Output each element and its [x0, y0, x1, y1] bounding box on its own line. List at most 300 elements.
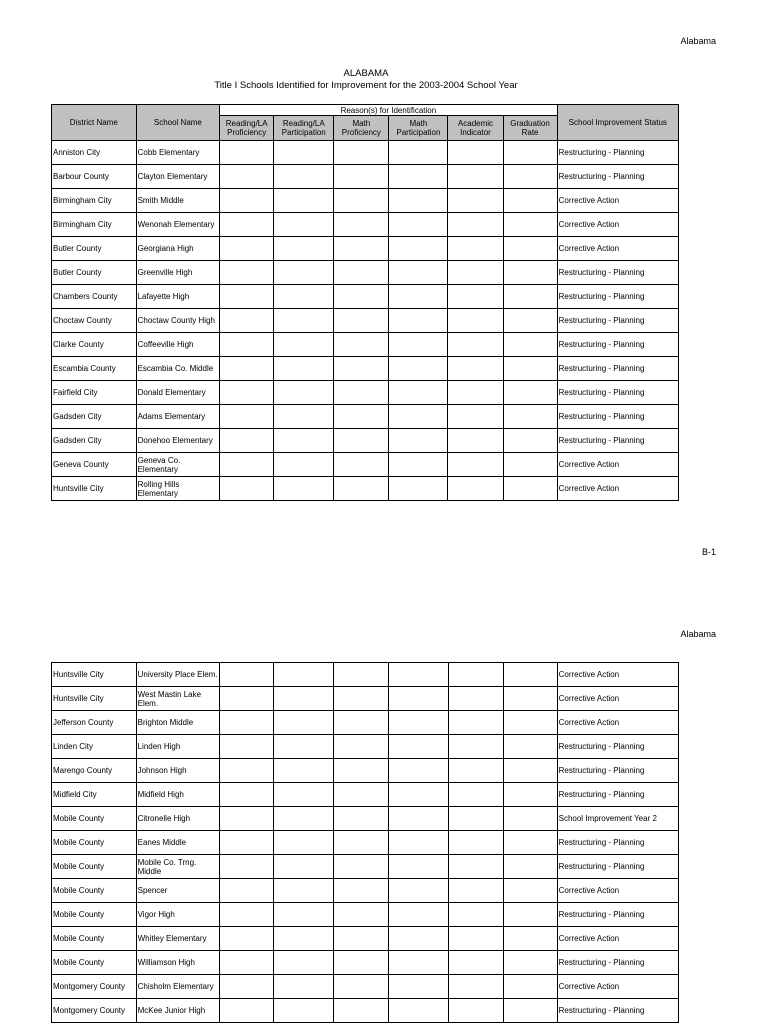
reading-participation-cell [274, 807, 334, 831]
improvement-status-cell: Corrective Action [557, 927, 678, 951]
math-proficiency-cell [334, 783, 389, 807]
school-name-cell: Johnson High [136, 759, 220, 783]
school-name-cell: Chisholm Elementary [136, 975, 220, 999]
table-row [52, 381, 679, 405]
improvement-status-cell: Restructuring - Planning [557, 165, 678, 189]
reading-proficiency-cell [220, 381, 274, 405]
school-name-cell: Escambia Co. Middle [136, 357, 220, 381]
graduation-rate-cell [503, 453, 557, 477]
math-proficiency-cell [334, 237, 389, 261]
graduation-rate-cell [503, 405, 557, 429]
academic-indicator-cell [448, 429, 503, 453]
table-row [52, 453, 679, 477]
reading-participation-cell [274, 213, 334, 237]
academic-indicator-cell [448, 405, 503, 429]
reading-participation-cell [274, 429, 334, 453]
improvement-status-cell: Restructuring - Planning [557, 951, 678, 975]
table-row [52, 879, 679, 903]
table-row [52, 477, 679, 501]
reading-proficiency-cell [220, 903, 274, 927]
academic-indicator-cell [448, 453, 503, 477]
district-name-cell: Mobile County [52, 927, 137, 951]
graduation-rate-cell [503, 807, 557, 831]
district-name-cell: Birmingham City [52, 213, 137, 237]
district-name-cell: Geneva County [52, 453, 137, 477]
math-participation-cell [389, 165, 448, 189]
district-name-cell: Fairfield City [52, 381, 137, 405]
graduation-rate-cell [503, 879, 557, 903]
math-participation-cell [389, 477, 448, 501]
math-proficiency-cell [334, 261, 389, 285]
academic-indicator-cell [448, 333, 503, 357]
academic-indicator-header: Academic Indicator [448, 116, 503, 141]
improvement-status-cell: Restructuring - Planning [557, 831, 678, 855]
reading-participation-cell [274, 735, 334, 759]
district-name-cell: Anniston City [52, 141, 137, 165]
reading-proficiency-cell [220, 807, 274, 831]
reading-proficiency-cell [220, 477, 274, 501]
improvement-status-cell: Restructuring - Planning [557, 429, 678, 453]
graduation-rate-cell [503, 903, 557, 927]
table-row [52, 189, 679, 213]
school-name-cell: Linden High [136, 735, 220, 759]
reading-proficiency-cell [220, 189, 274, 213]
improvement-status-cell: Corrective Action [557, 663, 678, 687]
reading-proficiency-cell [220, 333, 274, 357]
reading-proficiency-cell [220, 879, 274, 903]
math-proficiency-cell [334, 975, 389, 999]
graduation-rate-cell [503, 309, 557, 333]
graduation-rate-cell [503, 783, 557, 807]
math-participation-cell [389, 189, 448, 213]
table-row [52, 237, 679, 261]
academic-indicator-cell [448, 711, 503, 735]
district-name-cell: Marengo County [52, 759, 137, 783]
math-proficiency-header: Math Proficiency [334, 116, 389, 141]
table-row [52, 663, 679, 687]
math-participation-cell [389, 405, 448, 429]
math-proficiency-cell [334, 141, 389, 165]
graduation-rate-cell [503, 213, 557, 237]
school-name-cell: Wenonah Elementary [136, 213, 220, 237]
district-name-cell: Huntsville City [52, 477, 137, 501]
academic-indicator-cell [448, 999, 503, 1023]
school-name-cell: Adams Elementary [136, 405, 220, 429]
math-proficiency-cell [334, 213, 389, 237]
academic-indicator-cell [448, 189, 503, 213]
table-row [52, 687, 679, 711]
math-participation-cell [389, 927, 448, 951]
academic-indicator-cell [448, 261, 503, 285]
reading-participation-cell [274, 999, 334, 1023]
school-name-cell: Donehoo Elementary [136, 429, 220, 453]
graduation-rate-cell [503, 927, 557, 951]
school-name-cell: Rolling Hills Elementary [136, 477, 220, 501]
reading-participation-header: Reading/LA Participation [274, 116, 334, 141]
district-name-cell: Mobile County [52, 831, 137, 855]
math-participation-cell [389, 735, 448, 759]
reading-participation-cell [274, 831, 334, 855]
reading-participation-cell [274, 663, 334, 687]
reading-proficiency-cell [220, 453, 274, 477]
table-row [52, 141, 679, 165]
reading-participation-cell [274, 975, 334, 999]
district-name-cell: Butler County [52, 237, 137, 261]
reading-participation-cell [274, 141, 334, 165]
graduation-rate-cell [503, 165, 557, 189]
math-proficiency-cell [334, 903, 389, 927]
school-name-cell: Donald Elementary [136, 381, 220, 405]
math-participation-cell [389, 381, 448, 405]
math-participation-cell [389, 831, 448, 855]
improvement-status-cell: Corrective Action [557, 213, 678, 237]
graduation-rate-cell [503, 663, 557, 687]
academic-indicator-cell [448, 309, 503, 333]
improvement-status-cell: Corrective Action [557, 687, 678, 711]
math-proficiency-cell [334, 309, 389, 333]
graduation-rate-cell [503, 285, 557, 309]
improvement-status-cell: Restructuring - Planning [557, 855, 678, 879]
math-participation-cell [389, 951, 448, 975]
school-name-cell: University Place Elem. [136, 663, 220, 687]
school-name-cell: McKee Junior High [136, 999, 220, 1023]
table-row [52, 927, 679, 951]
math-proficiency-cell [334, 189, 389, 213]
district-name-cell: Chambers County [52, 285, 137, 309]
academic-indicator-cell [448, 285, 503, 309]
district-name-cell: Choctaw County [52, 309, 137, 333]
academic-indicator-cell [448, 357, 503, 381]
table-row [52, 285, 679, 309]
math-proficiency-cell [334, 429, 389, 453]
state-header: Alabama [680, 36, 716, 46]
document-title [0, 68, 732, 92]
schools-table-1 [51, 104, 679, 501]
reading-proficiency-cell [220, 405, 274, 429]
reading-proficiency-cell [220, 855, 274, 879]
district-name-cell: Jefferson County [52, 711, 137, 735]
district-name-cell: Midfield City [52, 783, 137, 807]
school-name-cell: Coffeeville High [136, 333, 220, 357]
reading-participation-cell [274, 405, 334, 429]
district-name-cell: Clarke County [52, 333, 137, 357]
graduation-rate-cell [503, 711, 557, 735]
math-participation-cell [389, 429, 448, 453]
math-proficiency-cell [334, 453, 389, 477]
math-participation-cell [389, 309, 448, 333]
reading-participation-cell [274, 687, 334, 711]
table-row [52, 213, 679, 237]
reading-participation-cell [274, 333, 334, 357]
reading-proficiency-cell [220, 285, 274, 309]
academic-indicator-cell [448, 735, 503, 759]
academic-indicator-cell [448, 687, 503, 711]
graduation-rate-cell [503, 357, 557, 381]
math-proficiency-cell [334, 285, 389, 309]
state-header: Alabama [680, 629, 716, 639]
district-name-cell: Linden City [52, 735, 137, 759]
academic-indicator-cell [448, 831, 503, 855]
math-participation-cell [389, 975, 448, 999]
math-proficiency-cell [334, 759, 389, 783]
improvement-status-cell: Restructuring - Planning [557, 405, 678, 429]
math-proficiency-cell [334, 831, 389, 855]
improvement-status-cell: Restructuring - Planning [557, 261, 678, 285]
district-name-cell: Butler County [52, 261, 137, 285]
math-proficiency-cell [334, 879, 389, 903]
academic-indicator-cell [448, 951, 503, 975]
table-row [52, 903, 679, 927]
table-row [52, 975, 679, 999]
math-participation-cell [389, 783, 448, 807]
table-row [52, 261, 679, 285]
reading-proficiency-cell [220, 165, 274, 189]
graduation-rate-cell [503, 261, 557, 285]
school-name-cell: Georgiana High [136, 237, 220, 261]
graduation-rate-cell [503, 189, 557, 213]
improvement-status-cell: School Improvement Year 2 [557, 807, 678, 831]
improvement-status-cell: Restructuring - Planning [557, 735, 678, 759]
reading-proficiency-cell [220, 213, 274, 237]
math-proficiency-cell [334, 735, 389, 759]
improvement-status-cell: Restructuring - Planning [557, 999, 678, 1023]
school-name-cell: Lafayette High [136, 285, 220, 309]
academic-indicator-cell [448, 477, 503, 501]
school-name-cell: Choctaw County High [136, 309, 220, 333]
improvement-status-cell: Corrective Action [557, 477, 678, 501]
school-name-header: School Name [136, 105, 220, 141]
school-name-cell: Citronelle High [136, 807, 220, 831]
reading-participation-cell [274, 453, 334, 477]
improvement-status-cell: Restructuring - Planning [557, 285, 678, 309]
math-participation-cell [389, 141, 448, 165]
school-name-cell: Clayton Elementary [136, 165, 220, 189]
graduation-rate-cell [503, 999, 557, 1023]
school-name-cell: Mobile Co. Trng. Middle [136, 855, 220, 879]
reading-participation-cell [274, 783, 334, 807]
school-name-cell: Brighton Middle [136, 711, 220, 735]
reading-participation-cell [274, 927, 334, 951]
district-name-cell: Birmingham City [52, 189, 137, 213]
table-row [52, 999, 679, 1023]
table-row [52, 429, 679, 453]
graduation-rate-cell [503, 735, 557, 759]
reading-participation-cell [274, 357, 334, 381]
school-name-cell: Williamson High [136, 951, 220, 975]
academic-indicator-cell [448, 381, 503, 405]
reading-proficiency-cell [220, 687, 274, 711]
district-name-cell: Montgomery County [52, 999, 137, 1023]
graduation-rate-cell [503, 381, 557, 405]
reading-participation-cell [274, 951, 334, 975]
reading-participation-cell [274, 189, 334, 213]
improvement-status-cell: Restructuring - Planning [557, 783, 678, 807]
reading-proficiency-cell [220, 951, 274, 975]
district-name-header: District Name [52, 105, 137, 141]
math-proficiency-cell [334, 711, 389, 735]
academic-indicator-cell [448, 879, 503, 903]
math-participation-cell [389, 687, 448, 711]
math-participation-cell [389, 879, 448, 903]
math-participation-cell [389, 903, 448, 927]
math-proficiency-cell [334, 927, 389, 951]
reading-proficiency-cell [220, 141, 274, 165]
reading-proficiency-cell [220, 711, 274, 735]
math-proficiency-cell [334, 807, 389, 831]
school-name-cell: Midfield High [136, 783, 220, 807]
district-name-cell: Barbour County [52, 165, 137, 189]
district-name-cell: Mobile County [52, 903, 137, 927]
reading-participation-cell [274, 237, 334, 261]
table-row [52, 333, 679, 357]
district-name-cell: Mobile County [52, 879, 137, 903]
graduation-rate-cell [503, 975, 557, 999]
academic-indicator-cell [448, 237, 503, 261]
math-participation-cell [389, 453, 448, 477]
table-row [52, 951, 679, 975]
improvement-status-cell: Restructuring - Planning [557, 759, 678, 783]
district-name-cell: Huntsville City [52, 663, 137, 687]
reading-proficiency-cell [220, 357, 274, 381]
reading-participation-cell [274, 879, 334, 903]
school-name-cell: Cobb Elementary [136, 141, 220, 165]
math-participation-cell [389, 663, 448, 687]
academic-indicator-cell [448, 807, 503, 831]
math-participation-cell [389, 213, 448, 237]
reading-proficiency-cell [220, 831, 274, 855]
school-name-cell: Greenville High [136, 261, 220, 285]
title-line-2: Title I Schools Identified for Improvement for the 2003-2004 School Year [214, 80, 518, 91]
reading-proficiency-cell [220, 999, 274, 1023]
table-row [52, 165, 679, 189]
improvement-status-cell: Corrective Action [557, 879, 678, 903]
school-name-cell: Smith Middle [136, 189, 220, 213]
reading-proficiency-cell [220, 429, 274, 453]
reading-participation-cell [274, 903, 334, 927]
reading-proficiency-cell [220, 237, 274, 261]
table-row [52, 807, 679, 831]
math-participation-header: Math Participation [389, 116, 448, 141]
improvement-status-cell: Restructuring - Planning [557, 333, 678, 357]
academic-indicator-cell [448, 927, 503, 951]
improvement-status-cell: Restructuring - Planning [557, 381, 678, 405]
math-proficiency-cell [334, 333, 389, 357]
district-name-cell: Mobile County [52, 807, 137, 831]
school-name-cell: Vigor High [136, 903, 220, 927]
school-name-cell: Spencer [136, 879, 220, 903]
graduation-rate-cell [503, 855, 557, 879]
reading-proficiency-cell [220, 759, 274, 783]
math-proficiency-cell [334, 381, 389, 405]
math-proficiency-cell [334, 357, 389, 381]
page-number: B-1 [701, 547, 716, 557]
math-participation-cell [389, 237, 448, 261]
reading-participation-cell [274, 381, 334, 405]
math-participation-cell [389, 855, 448, 879]
reading-participation-cell [274, 711, 334, 735]
reading-participation-cell [274, 309, 334, 333]
district-name-cell: Mobile County [52, 855, 137, 879]
table-row [52, 309, 679, 333]
table-row [52, 783, 679, 807]
improvement-status-cell: Corrective Action [557, 237, 678, 261]
reading-proficiency-cell [220, 309, 274, 333]
math-proficiency-cell [334, 165, 389, 189]
math-participation-cell [389, 285, 448, 309]
graduation-rate-cell [503, 333, 557, 357]
math-participation-cell [389, 999, 448, 1023]
reading-proficiency-cell [220, 927, 274, 951]
math-proficiency-cell [334, 663, 389, 687]
reading-participation-cell [274, 285, 334, 309]
schools-table-2 [51, 662, 679, 1023]
math-participation-cell [389, 807, 448, 831]
graduation-rate-cell [503, 237, 557, 261]
school-name-cell: Geneva Co. Elementary [136, 453, 220, 477]
district-name-cell: Escambia County [52, 357, 137, 381]
reading-participation-cell [274, 261, 334, 285]
math-participation-cell [389, 357, 448, 381]
math-proficiency-cell [334, 855, 389, 879]
improvement-status-cell: Corrective Action [557, 711, 678, 735]
table-row [52, 735, 679, 759]
district-name-cell: Huntsville City [52, 687, 137, 711]
school-name-cell: Eanes Middle [136, 831, 220, 855]
math-proficiency-cell [334, 405, 389, 429]
table-row [52, 759, 679, 783]
school-name-cell: Whitley Elementary [136, 927, 220, 951]
table-row [52, 831, 679, 855]
graduation-rate-header: Graduation Rate [503, 116, 557, 141]
improvement-status-cell: Restructuring - Planning [557, 309, 678, 333]
academic-indicator-cell [448, 903, 503, 927]
graduation-rate-cell [503, 831, 557, 855]
district-name-cell: Gadsden City [52, 405, 137, 429]
reading-proficiency-cell [220, 735, 274, 759]
reading-participation-cell [274, 855, 334, 879]
math-participation-cell [389, 333, 448, 357]
district-name-cell: Gadsden City [52, 429, 137, 453]
academic-indicator-cell [448, 783, 503, 807]
reading-proficiency-cell [220, 975, 274, 999]
academic-indicator-cell [448, 165, 503, 189]
table-row [52, 855, 679, 879]
improvement-status-cell: Corrective Action [557, 453, 678, 477]
district-name-cell: Mobile County [52, 951, 137, 975]
academic-indicator-cell [448, 663, 503, 687]
table-row [52, 711, 679, 735]
reading-proficiency-cell [220, 783, 274, 807]
graduation-rate-cell [503, 141, 557, 165]
math-participation-cell [389, 759, 448, 783]
reading-participation-cell [274, 759, 334, 783]
improvement-status-cell: Corrective Action [557, 189, 678, 213]
math-proficiency-cell [334, 951, 389, 975]
academic-indicator-cell [448, 975, 503, 999]
improvement-status-cell: Corrective Action [557, 975, 678, 999]
title-line-1: ALABAMA [343, 68, 389, 79]
graduation-rate-cell [503, 759, 557, 783]
reading-participation-cell [274, 165, 334, 189]
table-row [52, 357, 679, 381]
academic-indicator-cell [448, 759, 503, 783]
math-proficiency-cell [334, 999, 389, 1023]
graduation-rate-cell [503, 477, 557, 501]
math-proficiency-cell [334, 687, 389, 711]
graduation-rate-cell [503, 429, 557, 453]
reading-participation-cell [274, 477, 334, 501]
math-participation-cell [389, 711, 448, 735]
